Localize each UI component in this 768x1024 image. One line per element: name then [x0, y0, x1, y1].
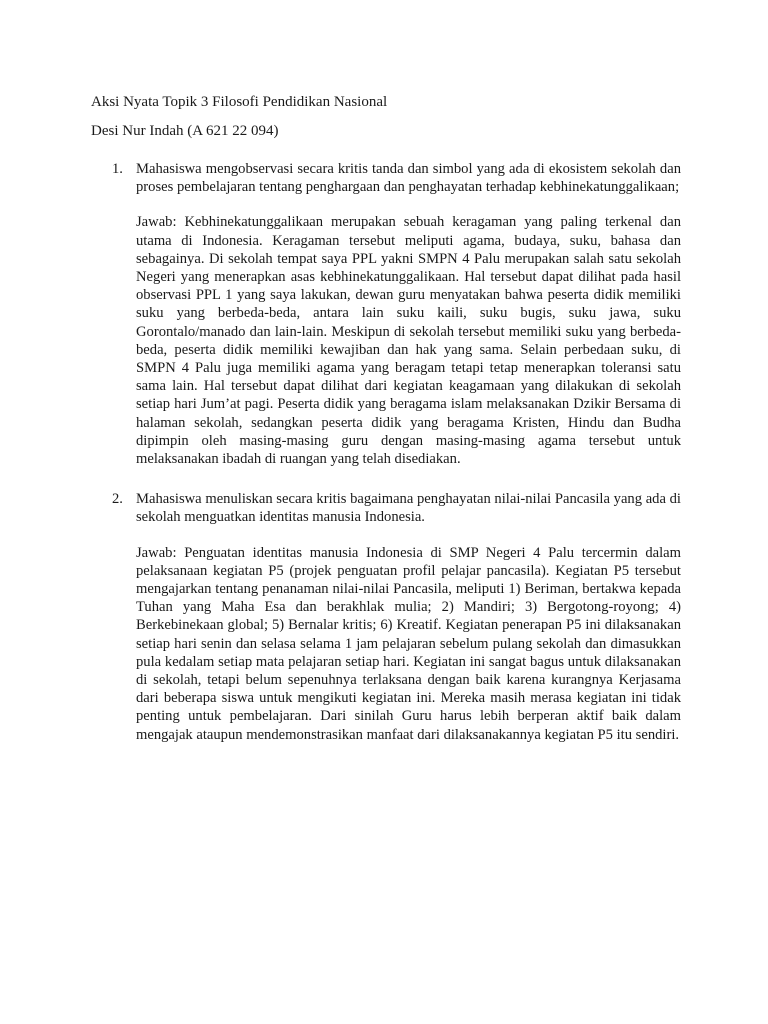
question-list — [91, 160, 681, 744]
document-title: Aksi Nyata Topik 3 Filosofi Pendidikan Nasional — [91, 94, 388, 110]
list-item-2 — [91, 490, 681, 744]
document-author: Desi Nur Indah (A 621 22 094) — [91, 123, 279, 139]
item-number: 2. — [112, 491, 123, 508]
question-text: Mahasiswa mengobservasi secara kritis tanda dan simbol yang ada di ekosistem sekolah dan proses pembelajaran tentang penghargaan dan penghayatan terhadap kebhinekatunggalikaan; — [136, 161, 681, 196]
answer-text: Jawab: Kebhinekatunggalikaan merupakan sebuah keragaman yang paling terkenal dan utama di Indonesia. Keragaman tersebut meliputi agama, budaya, suku, bahasa dan sebagainya. Di sekolah tempat saya PPL yakni SMPN 4 Palu merupakan salah satu sekolah Negeri yang menerapkan asas kebhinekatunggalikaan. Hal tersebut dapat dilihat pada hasil observasi PPL 1 yang saya lakukan, dewan guru menyatakan bahwa peserta didik memiliki suku yang berbeda-beda, antara lain suku kaili, suku bugis, suku jawa, suku Gorontalo/manado dan lain-lain. Meskipun di sekolah tersebut memiliki suku yang berbeda-beda, peserta didik memiliki kewajiban dan hak yang sama. Selain perbedaan suku, di SMPN 4 Palu juga memiliki agama yang beragam tetapi tetap menerapkan toleransi satu sama lain. Hal tersebut dapat dilihat dari kegiatan keagamaan yang dilakukan di sekolah setiap hari Jum’at pagi. Peserta didik yang beragama islam melaksanakan Dzikir Bersama di halaman sekolah, sedangkan peserta didik yang beragama Kristen, Hindu dan Budha dipimpin oleh masing-masing guru dengan masing-masing agama tersebut untuk melaksanakan ibadah di ruangan yang telah disediakan. — [136, 214, 681, 468]
question-text: Mahasiswa menuliskan secara kritis bagaimana penghayatan nilai-nilai Pancasila yang ada di sekolah menguatkan identitas manusia Indonesia. — [136, 491, 681, 526]
list-item-1 — [91, 160, 681, 468]
item-number: 1. — [112, 161, 123, 177]
answer-text: Jawab: Penguatan identitas manusia Indonesia di SMP Negeri 4 Palu tercermin dalam pelaksanaan kegiatan P5 (projek penguatan profil pelajar pancasila). Kegiatan P5 tersebut mengajarkan tentang penanaman nilai-nilai Pancasila, meliputi 1) Beriman, bertakwa kepada Tuhan yang Maha Esa dan berakhlak mulia; 2) Mandiri; 3) Bergotong-royong; 4) Berkebinekaan global; 5) Bernalar kritis; 6) Kreatif. Kegiatan penerapan P5 ini dilaksanakan setiap hari senin dan selasa selama 1 jam pelajaran sebelum pulang sekolah dan dimasukkan pula kedalam setiap mata pelajaran setiap hari. Kegiatan ini sangat bagus untuk dilaksanakan di sekolah, tetapi belum sepenuhnya terlaksana dengan baik karena kurangnya Kerjasama dari beberapa siswa untuk mengikuti kegiatan ini. Mereka masih merasa kegiatan ini tidak penting untuk pembelajaran. Dari sinilah Guru harus lebih berperan aktif baik dalam mengajak ataupun mendemonstrasikan manfaat dari dilaksanakannya kegiatan P5 itu sendiri. — [136, 544, 681, 743]
